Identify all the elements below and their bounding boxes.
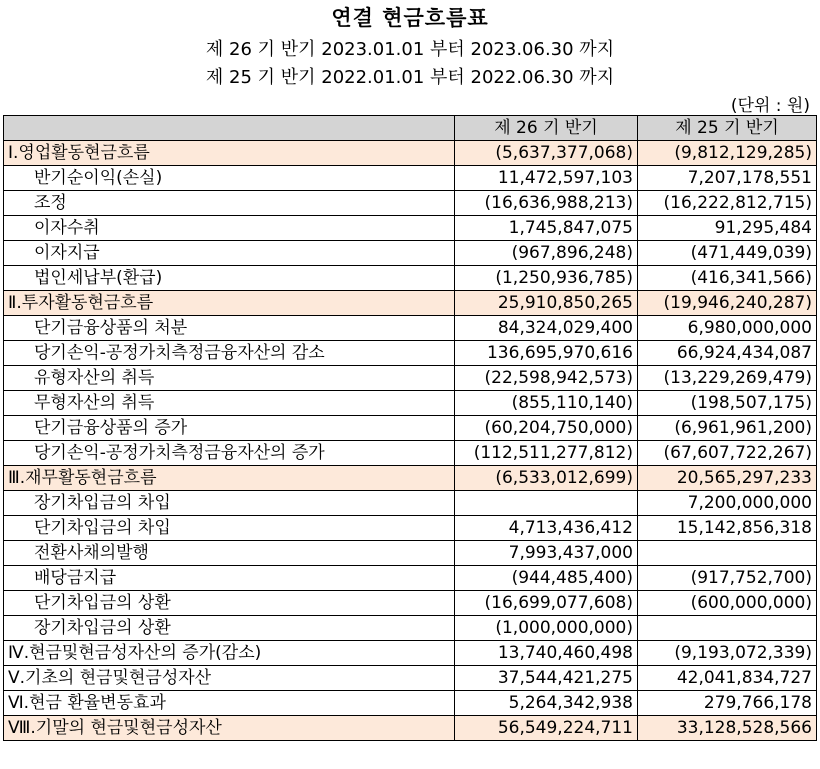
row-value-current: (16,699,077,608)	[455, 591, 638, 616]
period-current: 제 26 기 반기 2023.01.01 부터 2023.06.30 까지	[205, 39, 615, 60]
row-label: Ⅵ.현금 환율변동효과	[4, 691, 455, 716]
row-value-prior	[638, 616, 817, 641]
table-row	[4, 466, 817, 491]
row-value-current: (1,000,000,000)	[455, 616, 638, 641]
row-value-current: 1,745,847,075	[455, 216, 638, 241]
row-value-current: (5,637,377,068)	[455, 141, 638, 166]
row-value-current: 13,740,460,498	[455, 641, 638, 666]
row-value-prior: 7,200,000,000	[638, 491, 817, 516]
row-value-current: (60,204,750,000)	[455, 416, 638, 441]
row-value-current: (1,250,936,785)	[455, 266, 638, 291]
row-value-prior: 33,128,528,566	[638, 716, 817, 741]
row-value-current: 84,324,029,400	[455, 316, 638, 341]
row-label: 법인세납부(환급)	[4, 266, 455, 291]
row-label: 단기차입금의 상환	[4, 591, 455, 616]
row-label: Ⅷ.기말의 현금및현금성자산	[4, 716, 455, 741]
cash-flow-table	[3, 115, 817, 741]
row-value-current: (944,485,400)	[455, 566, 638, 591]
row-value-current: 56,549,224,711	[455, 716, 638, 741]
table-row	[4, 416, 817, 441]
table-header-row	[4, 116, 817, 141]
table-row	[4, 391, 817, 416]
row-value-prior: (416,341,566)	[638, 266, 817, 291]
row-label: 이자지급	[4, 241, 455, 266]
row-label: 당기손익-공정가치측정금융자산의 감소	[4, 341, 455, 366]
row-label: 장기차입금의 차입	[4, 491, 455, 516]
row-value-current: 25,910,850,265	[455, 291, 638, 316]
row-value-prior: (19,946,240,287)	[638, 291, 817, 316]
row-label: 당기손익-공정가치측정금융자산의 증가	[4, 441, 455, 466]
row-value-current: (112,511,277,812)	[455, 441, 638, 466]
table-row	[4, 166, 817, 191]
row-value-current: (967,896,248)	[455, 241, 638, 266]
row-label: 전환사채의발행	[4, 541, 455, 566]
row-value-prior: 42,041,834,727	[638, 666, 817, 691]
table-row	[4, 566, 817, 591]
row-value-prior: 66,924,434,087	[638, 341, 817, 366]
row-label: 배당금지급	[4, 566, 455, 591]
row-value-current: (855,110,140)	[455, 391, 638, 416]
row-value-current: 4,713,436,412	[455, 516, 638, 541]
header-blank	[4, 116, 455, 141]
table-row	[4, 366, 817, 391]
row-value-prior: (13,229,269,479)	[638, 366, 817, 391]
table-row	[4, 216, 817, 241]
row-value-prior: (600,000,000)	[638, 591, 817, 616]
row-value-current: 37,544,421,275	[455, 666, 638, 691]
header-current-period: 제 26 기 반기	[455, 116, 638, 141]
row-value-prior: 91,295,484	[638, 216, 817, 241]
row-value-prior: 20,565,297,233	[638, 466, 817, 491]
row-value-current: (6,533,012,699)	[455, 466, 638, 491]
table-row	[4, 291, 817, 316]
table-row	[4, 616, 817, 641]
row-value-current	[455, 491, 638, 516]
table-row	[4, 491, 817, 516]
document-title: 연결 현금흐름표	[331, 6, 489, 30]
row-value-prior: (198,507,175)	[638, 391, 817, 416]
row-label: 이자수취	[4, 216, 455, 241]
row-label: 반기순이익(손실)	[4, 166, 455, 191]
row-value-current: 136,695,970,616	[455, 341, 638, 366]
row-label: Ⅳ.현금및현금성자산의 증가(감소)	[4, 641, 455, 666]
row-value-prior: (9,812,129,285)	[638, 141, 817, 166]
row-value-prior	[638, 541, 817, 566]
table-row	[4, 641, 817, 666]
row-value-prior: (9,193,072,339)	[638, 641, 817, 666]
row-value-current: 7,993,437,000	[455, 541, 638, 566]
row-value-prior: 15,142,856,318	[638, 516, 817, 541]
header-prior-period: 제 25 기 반기	[638, 116, 817, 141]
table-row	[4, 591, 817, 616]
row-value-prior: (471,449,039)	[638, 241, 817, 266]
row-value-current: (22,598,942,573)	[455, 366, 638, 391]
row-value-current: (16,636,988,213)	[455, 191, 638, 216]
table-row	[4, 241, 817, 266]
row-label: Ⅰ.영업활동현금흐름	[4, 141, 455, 166]
row-value-prior: (67,607,722,267)	[638, 441, 817, 466]
period-prior: 제 25 기 반기 2022.01.01 부터 2022.06.30 까지	[205, 67, 615, 88]
row-value-prior: (16,222,812,715)	[638, 191, 817, 216]
table-row	[4, 341, 817, 366]
row-label: 단기차입금의 차입	[4, 516, 455, 541]
table-row	[4, 266, 817, 291]
row-value-prior: (917,752,700)	[638, 566, 817, 591]
table-row	[4, 691, 817, 716]
row-label: 단기금융상품의 증가	[4, 416, 455, 441]
table-row	[4, 666, 817, 691]
table-row	[4, 191, 817, 216]
row-label: 단기금융상품의 처분	[4, 316, 455, 341]
row-value-current: 11,472,597,103	[455, 166, 638, 191]
row-label: 장기차입금의 상환	[4, 616, 455, 641]
row-label: Ⅲ.재무활동현금흐름	[4, 466, 455, 491]
row-label: 유형자산의 취득	[4, 366, 455, 391]
table-row	[4, 716, 817, 741]
row-label: Ⅴ.기초의 현금및현금성자산	[4, 666, 455, 691]
row-label: 조정	[4, 191, 455, 216]
row-value-prior: 7,207,178,551	[638, 166, 817, 191]
table-row	[4, 316, 817, 341]
table-row	[4, 541, 817, 566]
row-value-current: 5,264,342,938	[455, 691, 638, 716]
table-row	[4, 141, 817, 166]
row-value-prior: 6,980,000,000	[638, 316, 817, 341]
unit-label: (단위 : 원)	[730, 96, 810, 116]
row-label: Ⅱ.투자활동현금흐름	[4, 291, 455, 316]
row-value-prior: (6,961,961,200)	[638, 416, 817, 441]
row-label: 무형자산의 취득	[4, 391, 455, 416]
table-row	[4, 516, 817, 541]
row-value-prior: 279,766,178	[638, 691, 817, 716]
table-row	[4, 441, 817, 466]
